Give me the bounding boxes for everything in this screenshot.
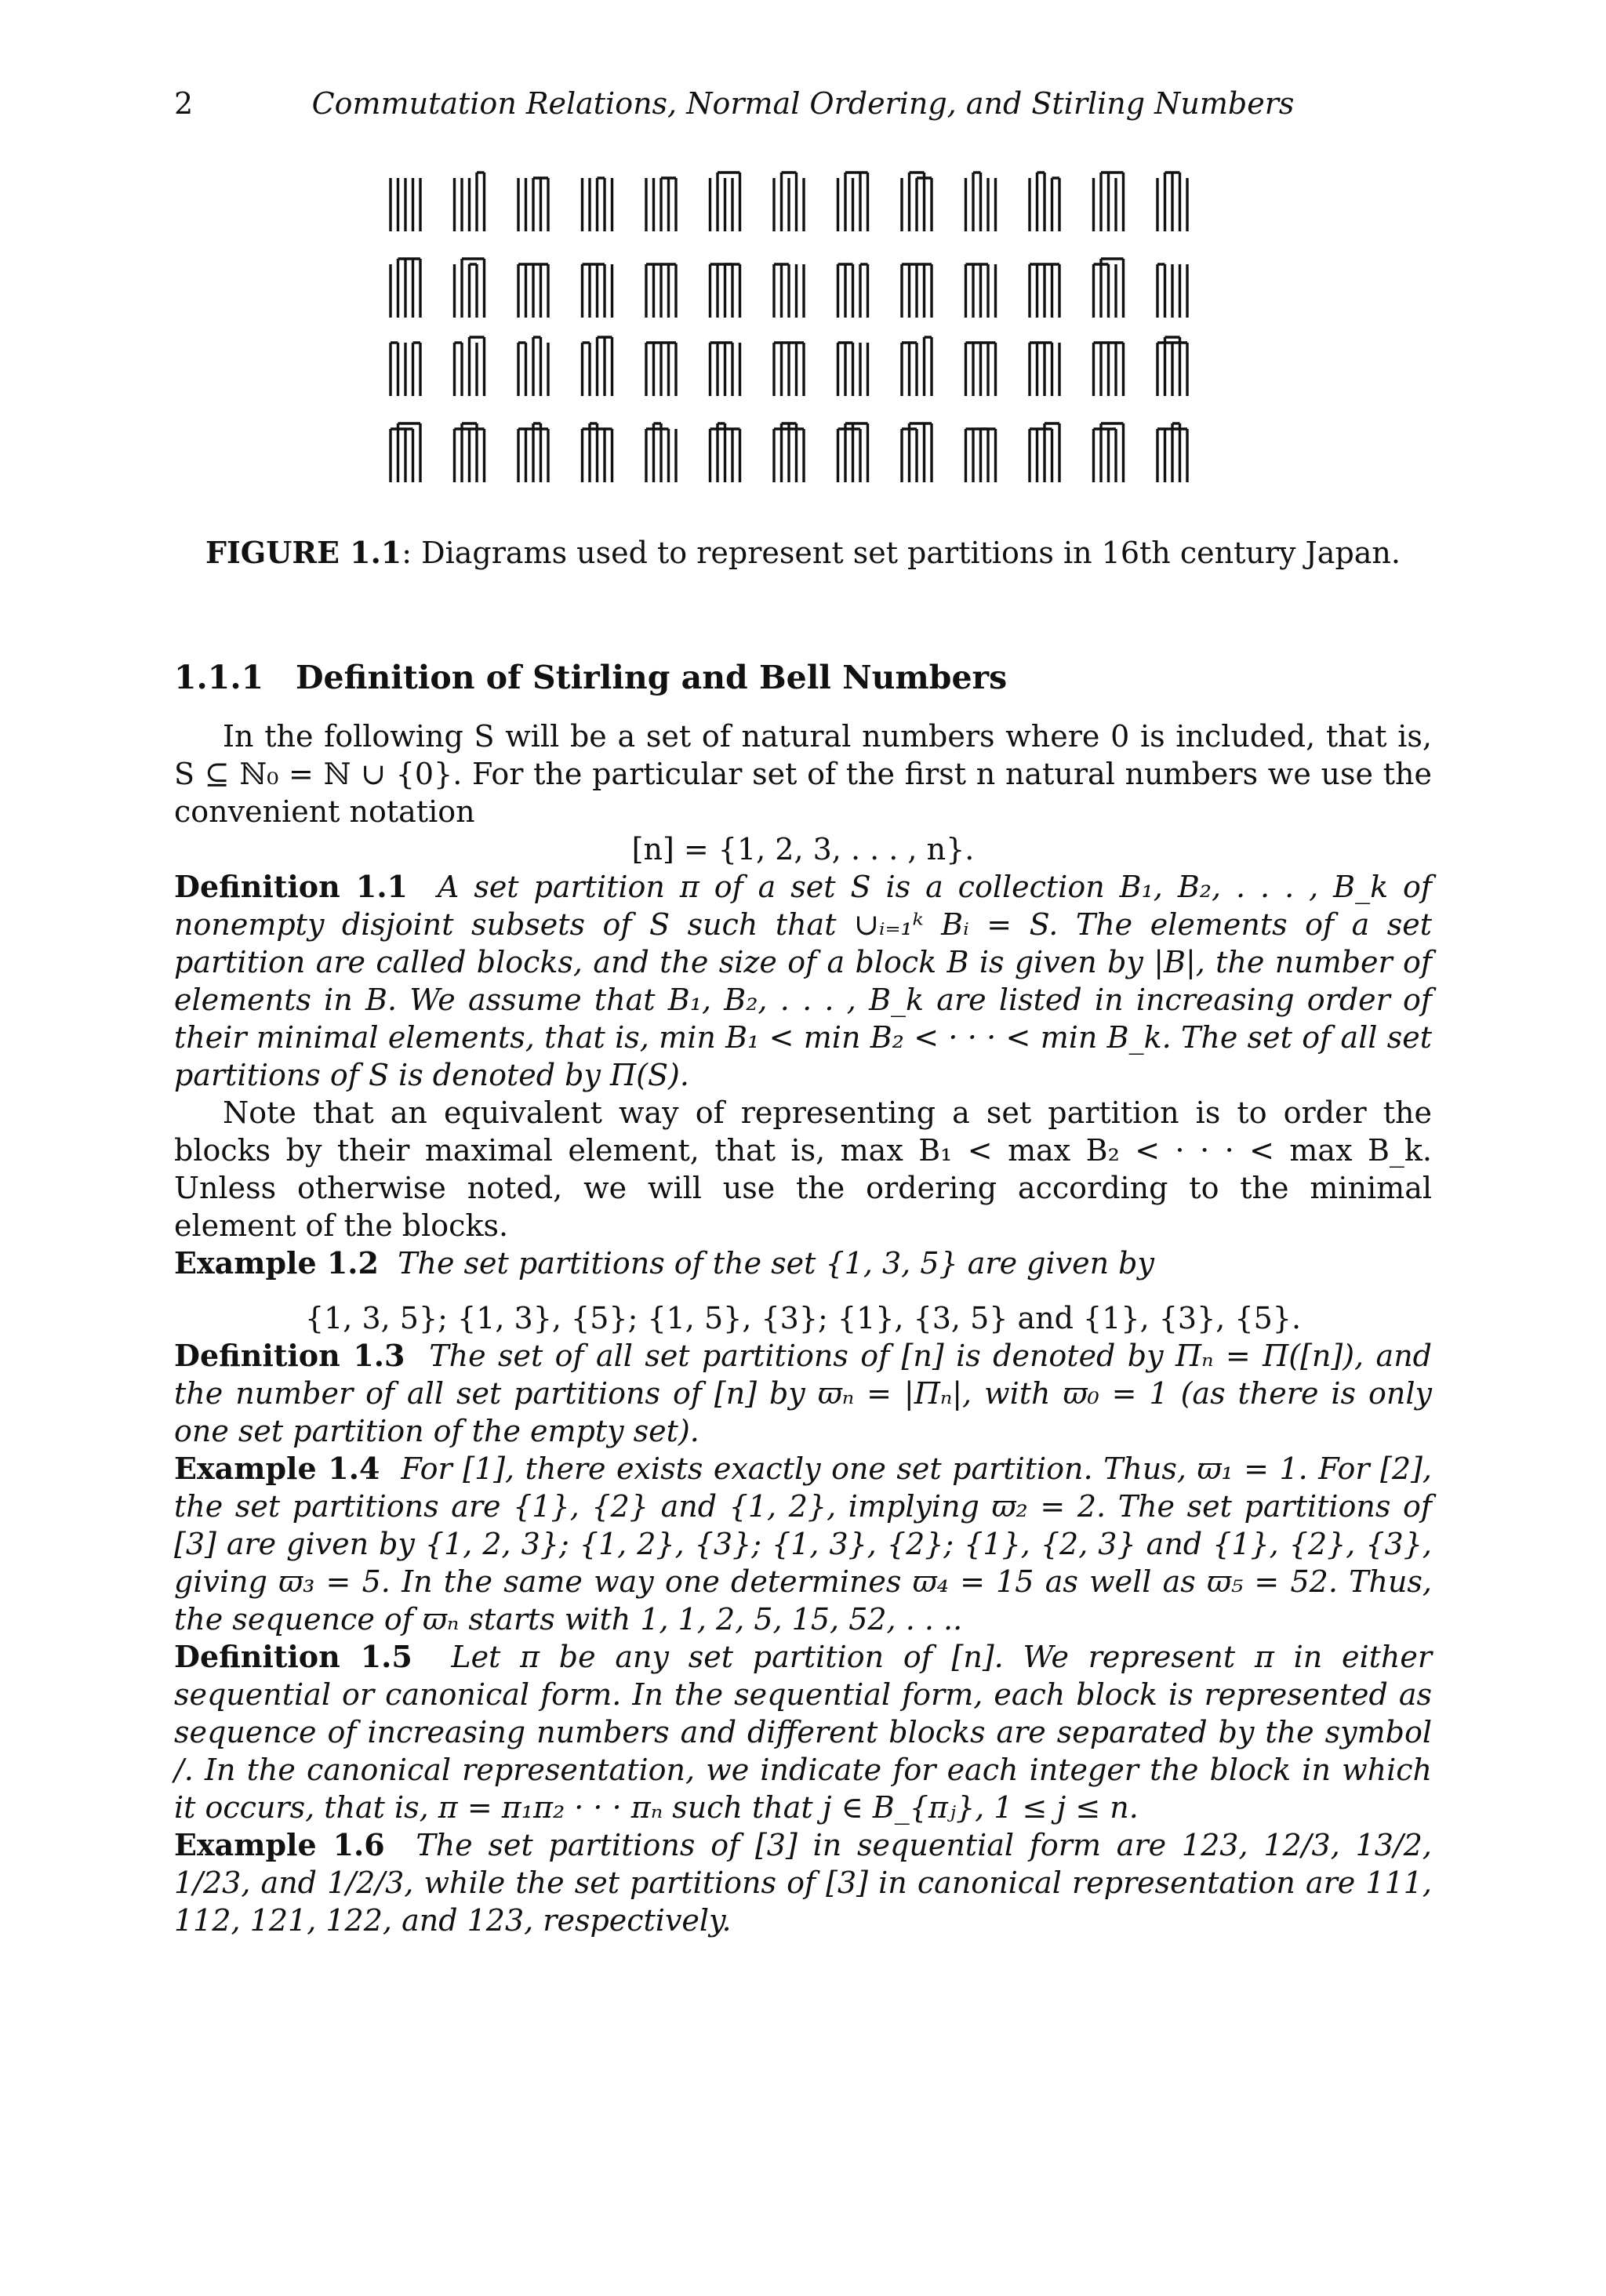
partition-diagram <box>391 178 420 231</box>
partition-diagram <box>710 264 740 318</box>
page-number: 2 <box>174 86 194 121</box>
partition-diagram <box>455 337 485 396</box>
partition-diagram <box>902 173 932 231</box>
partition-diagram <box>1030 173 1059 231</box>
example-text: The set partitions of the set {1, 3, 5} are given by <box>398 1246 1154 1281</box>
partition-diagram <box>455 173 485 231</box>
figure-caption <box>174 535 1432 570</box>
partition-diagram <box>774 264 804 318</box>
partition-diagram <box>1157 264 1187 318</box>
partition-diagram <box>1094 423 1124 482</box>
partition-diagram <box>646 264 676 318</box>
figure-label: FIGURE 1.1 <box>205 535 402 570</box>
partition-diagram <box>838 343 868 396</box>
partition-diagram <box>646 343 676 396</box>
definition-label: Definition 1.5 <box>174 1639 412 1674</box>
example-1-6 <box>174 1826 1432 1939</box>
partition-diagram <box>518 178 548 231</box>
display-equation: [n] = {1, 2, 3, . . . , n}. <box>631 832 975 866</box>
partition-diagram <box>966 173 996 231</box>
partition-diagram <box>583 337 612 396</box>
definition-label: Definition 1.1 <box>174 869 408 904</box>
partition-diagram <box>1030 264 1059 318</box>
definition-text: A set partition π of a set S is a collection B₁, B₂, . . . , B_k of nonempty disjoint subsets of S such that ∪ᵢ₌₁ᵏ Bᵢ = S. The elements of a set partition are called blocks, and the size of a block B is given by |B|, the number of elements in B. We assume that B₁, B₂, . . . , B_k are listed in increasing order of their minimal elements, that is, min B₁ < min B₂ < · · · < min B_k. The set of all set partitions of S is denoted by Π(S). <box>174 870 1433 1092</box>
intro-paragraph: In the following S will be a set of natural numbers where 0 is included, that is, S ⊆ ℕ₀ = ℕ ∪ {0}. For the particular set of the first n natural numbers we use the convenient notation <box>174 719 1432 829</box>
definition-1-3 <box>174 1337 1432 1450</box>
partition-diagram <box>1157 337 1187 396</box>
partition-diagram <box>774 423 804 482</box>
section-title: Definition of Stirling and Bell Numbers <box>296 659 1008 696</box>
partition-diagram <box>646 423 676 482</box>
section-number: 1.1.1 <box>174 659 264 696</box>
partition-diagram <box>710 343 740 396</box>
partition-diagram <box>838 264 868 318</box>
partition-diagram <box>391 259 420 318</box>
partition-diagram <box>391 343 420 396</box>
partition-diagram <box>646 178 676 231</box>
partition-diagram <box>583 264 612 318</box>
partition-diagram <box>1157 423 1187 482</box>
genji-diagram-figure <box>0 153 1606 514</box>
partition-diagram <box>902 337 932 396</box>
partition-diagram <box>583 178 612 231</box>
example-text: The set partitions of [3] in sequential form are 123, 12/3, 13/2, 1/23, and 1/2/3, while the set partitions of [3] in canonical representation are 111, 112, 121, 122, and 123, respectively. <box>174 1828 1432 1938</box>
example-display: {1, 3, 5}; {1, 3}, {5}; {1, 5}, {3}; {1}, {3, 5} and {1}, {3}, {5}. <box>304 1301 1302 1335</box>
running-title: Commutation Relations, Normal Ordering, and Stirling Numbers <box>311 86 1295 121</box>
definition-label: Definition 1.3 <box>174 1338 405 1373</box>
page-header <box>174 86 1432 125</box>
partition-diagram <box>1030 343 1059 396</box>
partition-diagram <box>966 343 996 396</box>
example-1-2 <box>174 1244 1432 1282</box>
partition-diagram <box>1030 423 1059 482</box>
body-text <box>174 718 1432 1939</box>
partition-diagram <box>1157 173 1187 231</box>
example-label: Example 1.2 <box>174 1245 379 1281</box>
figure-caption-text: : Diagrams used to represent set partitions in 16th century Japan. <box>402 536 1401 570</box>
partition-diagram <box>902 264 932 318</box>
partition-diagram <box>774 343 804 396</box>
example-label: Example 1.4 <box>174 1451 380 1486</box>
partition-diagram <box>1094 173 1124 231</box>
partition-diagram <box>518 337 548 396</box>
partition-diagram <box>710 423 740 482</box>
partition-diagram <box>838 423 868 482</box>
partition-diagram <box>774 173 804 231</box>
example-1-4 <box>174 1450 1432 1638</box>
partition-diagram <box>1094 343 1124 396</box>
definition-text: Let π be any set partition of [n]. We represent π in either sequential or canonical form. In the sequential form, each block is represented as sequence of increasing numbers and different blocks are separated by the symbol /. In the canonical representation, we indicate for each integer the block in which it occurs, that is, π = π₁π₂ · · · πₙ such that j ∈ B_{πⱼ}, 1 ≤ j ≤ n. <box>174 1640 1432 1825</box>
section-heading <box>174 659 1007 696</box>
example-text: For [1], there exists exactly one set partition. Thus, ϖ₁ = 1. For [2], the set partitions are {1}, {2} and {1, 2}, implying ϖ₂ = 2. The set partitions of [3] are given by {1, 2, 3}; {1, 2}, {3}; {1, 3}, {2}; {1}, {2, 3} and {1}, {2}, {3}, giving ϖ₃ = 5. In the same way one determines ϖ₄ = 15 as well as ϖ₅ = 52. Thus, the sequence of ϖₙ starts with 1, 1, 2, 5, 15, 52, . . .. <box>174 1451 1432 1637</box>
definition-1-1 <box>174 868 1432 1094</box>
partition-diagram <box>583 423 612 482</box>
note-paragraph: Note that an equivalent way of representing a set partition is to order the blocks by their maximal element, that is, max B₁ < max B₂ < · · · < max B_k. Unless otherwise noted, we will use the ordering according to the minimal element of the blocks. <box>174 1095 1432 1243</box>
partition-diagram <box>455 423 485 482</box>
definition-1-5 <box>174 1638 1432 1826</box>
example-label: Example 1.6 <box>174 1827 385 1862</box>
partition-diagram <box>518 264 548 318</box>
partition-diagram <box>518 423 548 482</box>
definition-text: The set of all set partitions of [n] is denoted by Πₙ = Π([n]), and the number of all set partitions of [n] by ϖₙ = |Πₙ|, with ϖ₀ = 1 (as there is only one set partition of the empty set). <box>174 1339 1432 1448</box>
partition-diagram <box>1094 259 1124 318</box>
partition-diagram <box>966 264 996 318</box>
partition-diagram <box>710 173 740 231</box>
partition-diagram <box>391 423 420 482</box>
partition-diagram <box>455 259 485 318</box>
partition-diagram <box>902 423 932 482</box>
partition-diagram <box>966 429 996 482</box>
partition-diagram <box>838 173 868 231</box>
